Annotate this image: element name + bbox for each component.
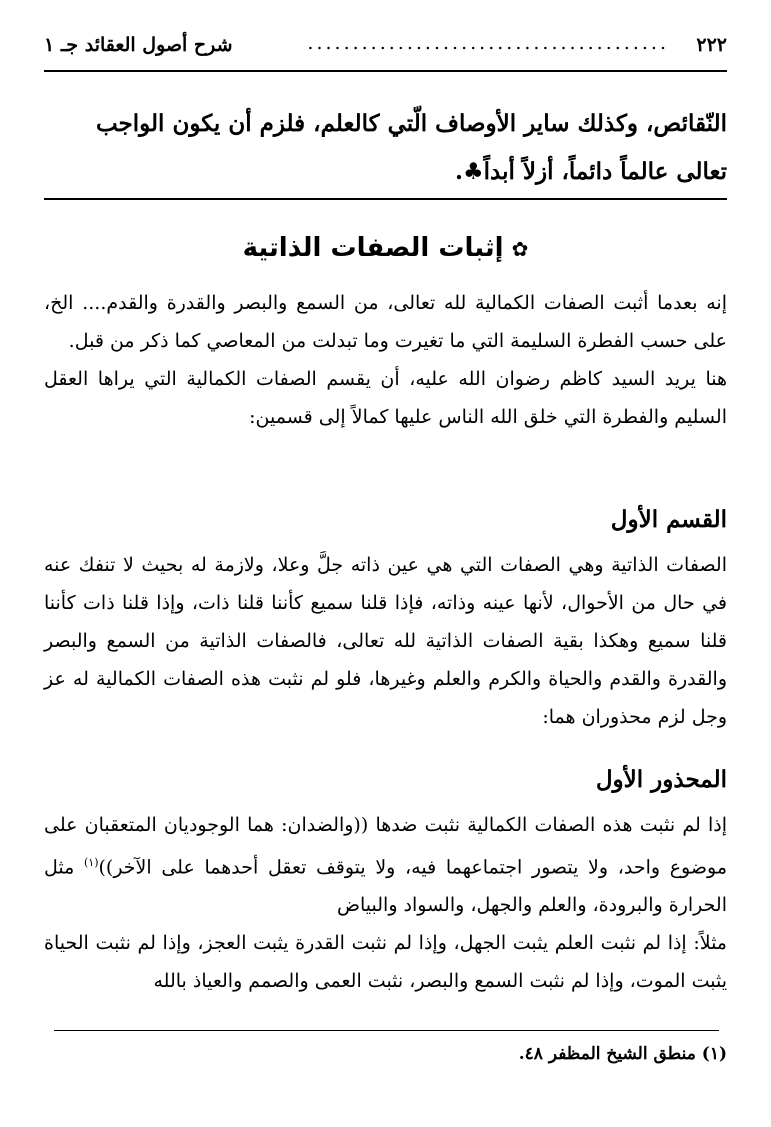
page-number: ٢٢٢ [696,34,727,56]
section-rule [44,198,727,200]
header-rule [44,70,727,72]
lead-line-2: تعالى عالماً دائماً، أزلاً أبداً♣. [454,158,727,185]
objection-one-paragraph-1 [44,806,727,924]
intro-paragraph-1: إنه بعدما أثبت الصفات الكمالية لله تعالى، من السمع والبصر والقدرة والقدم.... الخ، على حسب الفطرة السليمة التي ما تغيرت وما تبدلت من المعاصي كما ذكر من قبل. [44,292,727,352]
objection-one-block [44,806,727,1000]
intro-paragraph-2: هنا يريد السيد كاظم رضوان الله عليه، أن يقسم الصفات الكمالية التي يراها العقل السليم والفطرة التي خلق الله الناس عليها كمالاً إلى قسمين: [44,368,727,428]
section-title-text: إثبات الصفات الذاتية [242,233,504,263]
footnote-reference: (١) [83,856,99,869]
part-one-block [44,546,727,736]
objection-one-text-b: مثل الحرارة والبرودة، والعلم والجهل، والسواد والبياض [44,856,727,917]
section-title [0,233,771,263]
book-title: شرح أصول العقائد جـ ١ [44,34,233,56]
part-one-heading: القسم الأول [610,506,727,533]
running-header [44,30,727,64]
lead-paragraph [44,100,727,196]
footnote: (١) منطق الشيخ المظفر ٤٨. [518,1044,727,1064]
flower-ornament-icon: ✿ [511,237,529,261]
objection-one-paragraph-2: مثلاً: إذا لم نثبت العلم يثبت الجهل، وإذا لم نثبت القدرة يثبت العجز، وإذا لم نثبت الحياة يثبت الموت، وإذا لم نثبت السمع والبصر، نثبت العمى والصمم والعياذ بالله [44,932,727,993]
header-leader-dots: ........................................ [307,32,669,54]
part-one-text: الصفات الذاتية وهي الصفات التي هي عين ذاته جلَّ وعلا، ولازمة له بحيث لا تنفك عنه في حال من الأحوال، لأنها عينه وذاته، فإذا قلنا سميع كأننا قلنا ذات، وإذا قلنا ذات كأننا قلنا سميع وهكذا بقية الصفات الذاتية لله تعالى، فالصفات الذاتية من السمع والبصر والقدرة والقدم والحياة والكرم والعلم وغيرها، فلو لم نثبت هذه الصفات الكمالية له عز وجل لزم محذوران هما: [44,554,727,728]
intro-block [44,284,727,436]
objection-one-heading: المحذور الأول [595,766,727,793]
lead-line-1: النّقائص، وكذلك ساير الأوصاف الّتي كالعلم، فلزم أن يكون الواجب [95,110,727,137]
footnote-rule [54,1030,719,1031]
objection-one-text-a: إذا لم نثبت هذه الصفات الكمالية نثبت ضدها ((والضدان: هما الوجوديان المتعقبان على موضوع واحد، ولا يتصور اجتماعهما فيه، ولا يتوقف تعقل أحدهما على الآخر)) [44,814,728,879]
